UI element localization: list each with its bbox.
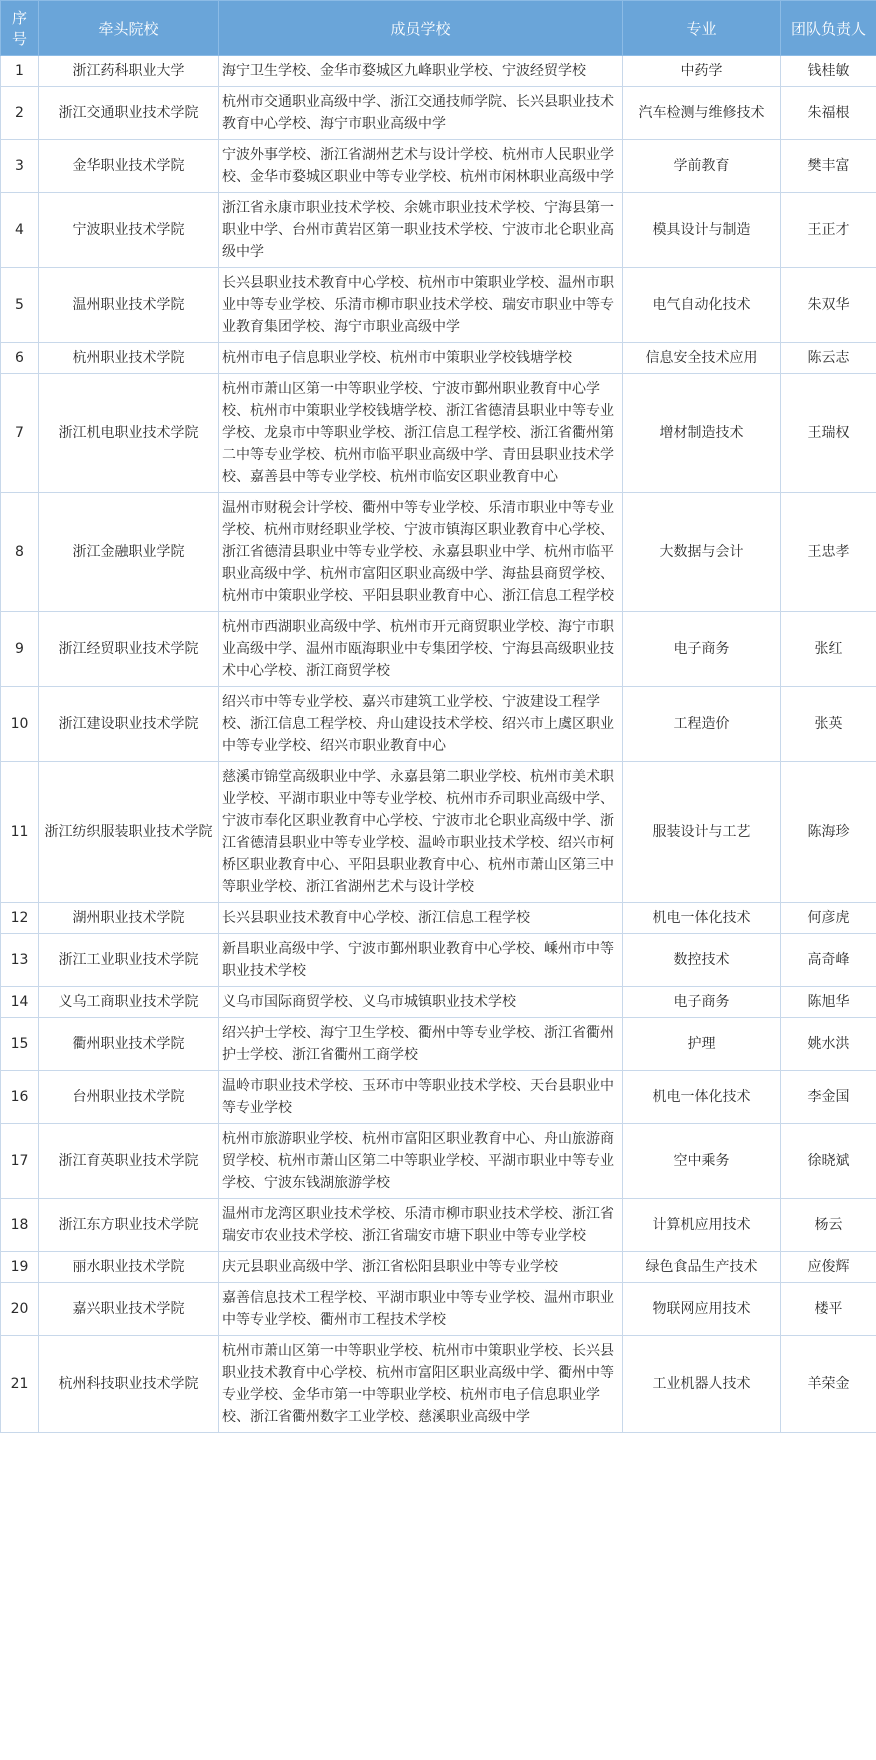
lead-school-cell: 金华职业技术学院	[39, 140, 219, 193]
member-schools-cell: 杭州市旅游职业学校、杭州市富阳区职业教育中心、舟山旅游商贸学校、杭州市萧山区第二中等职业学校、平湖市职业中等专业学校、宁波东钱湖旅游学校	[219, 1124, 623, 1199]
lead-school-cell: 衢州职业技术学院	[39, 1018, 219, 1071]
lead-school-cell: 浙江工业职业技术学院	[39, 934, 219, 987]
team-leader-cell: 王瑞权	[781, 374, 876, 493]
table-row	[1, 1252, 876, 1283]
team-leader-cell: 何彦虎	[781, 903, 876, 934]
row-number: 18	[1, 1199, 39, 1252]
member-schools-cell: 杭州市西湖职业高级中学、杭州市开元商贸职业学校、海宁市职业高级中学、温州市瓯海职业中专集团学校、宁海县高级职业技术中心学校、浙江商贸学校	[219, 612, 623, 687]
team-leader-cell: 李金国	[781, 1071, 876, 1124]
major-cell: 电子商务	[623, 987, 781, 1018]
table-row	[1, 762, 876, 903]
team-leader-cell: 姚水洪	[781, 1018, 876, 1071]
row-number: 2	[1, 87, 39, 140]
lead-school-cell: 浙江交通职业技术学院	[39, 87, 219, 140]
header-team-leader: 团队负责人	[781, 1, 876, 56]
major-cell: 绿色食品生产技术	[623, 1252, 781, 1283]
lead-school-cell: 嘉兴职业技术学院	[39, 1283, 219, 1336]
row-number: 21	[1, 1336, 39, 1433]
table-row	[1, 493, 876, 612]
team-leader-cell: 王正才	[781, 193, 876, 268]
table-row	[1, 1018, 876, 1071]
member-schools-cell: 绍兴护士学校、海宁卫生学校、衢州中等专业学校、浙江省衢州护士学校、浙江省衢州工商学校	[219, 1018, 623, 1071]
team-leader-cell: 朱福根	[781, 87, 876, 140]
lead-school-cell: 杭州职业技术学院	[39, 343, 219, 374]
team-leader-cell: 应俊辉	[781, 1252, 876, 1283]
row-number: 8	[1, 493, 39, 612]
major-cell: 模具设计与制造	[623, 193, 781, 268]
lead-school-cell: 浙江纺织服装职业技术学院	[39, 762, 219, 903]
header-no: 序号	[1, 1, 39, 56]
member-schools-cell: 杭州市萧山区第一中等职业学校、杭州市中策职业学校、长兴县职业技术教育中心学校、杭州市富阳区职业高级中学、衢州中等专业学校、金华市第一中等职业学校、杭州市电子信息职业学校、浙江省衢州数字工业学校、慈溪职业高级中学	[219, 1336, 623, 1433]
header-lead-school: 牵头院校	[39, 1, 219, 56]
header-major: 专业	[623, 1, 781, 56]
table-row	[1, 140, 876, 193]
row-number: 17	[1, 1124, 39, 1199]
major-cell: 机电一体化技术	[623, 903, 781, 934]
major-cell: 计算机应用技术	[623, 1199, 781, 1252]
table-row	[1, 1283, 876, 1336]
table-row	[1, 1124, 876, 1199]
row-number: 10	[1, 687, 39, 762]
lead-school-cell: 浙江育英职业技术学院	[39, 1124, 219, 1199]
row-number: 16	[1, 1071, 39, 1124]
team-leader-cell: 羊荣金	[781, 1336, 876, 1433]
member-schools-cell: 浙江省永康市职业技术学校、余姚市职业技术学校、宁海县第一职业中学、台州市黄岩区第一职业技术学校、宁波市北仑职业高级中学	[219, 193, 623, 268]
major-cell: 物联网应用技术	[623, 1283, 781, 1336]
major-cell: 护理	[623, 1018, 781, 1071]
table-header-row	[1, 1, 876, 56]
team-leader-cell: 陈云志	[781, 343, 876, 374]
row-number: 14	[1, 987, 39, 1018]
table-row	[1, 268, 876, 343]
major-cell: 机电一体化技术	[623, 1071, 781, 1124]
major-cell: 工业机器人技术	[623, 1336, 781, 1433]
member-schools-cell: 嘉善信息技术工程学校、平湖市职业中等专业学校、温州市职业中等专业学校、衢州市工程技术学校	[219, 1283, 623, 1336]
lead-school-cell: 义乌工商职业技术学院	[39, 987, 219, 1018]
team-leader-cell: 杨云	[781, 1199, 876, 1252]
table-row	[1, 1336, 876, 1433]
row-number: 3	[1, 140, 39, 193]
major-cell: 空中乘务	[623, 1124, 781, 1199]
header-member-schools: 成员学校	[219, 1, 623, 56]
member-schools-cell: 温州市龙湾区职业技术学校、乐清市柳市职业技术学校、浙江省瑞安市农业技术学校、浙江省瑞安市塘下职业中等专业学校	[219, 1199, 623, 1252]
team-leader-cell: 王忠孝	[781, 493, 876, 612]
lead-school-cell: 杭州科技职业技术学院	[39, 1336, 219, 1433]
member-schools-cell: 长兴县职业技术教育中心学校、浙江信息工程学校	[219, 903, 623, 934]
member-schools-cell: 绍兴市中等专业学校、嘉兴市建筑工业学校、宁波建设工程学校、浙江信息工程学校、舟山建设技术学校、绍兴市上虞区职业中等专业学校、绍兴市职业教育中心	[219, 687, 623, 762]
member-schools-cell: 义乌市国际商贸学校、义乌市城镇职业技术学校	[219, 987, 623, 1018]
lead-school-cell: 浙江机电职业技术学院	[39, 374, 219, 493]
member-schools-cell: 慈溪市锦堂高级职业中学、永嘉县第二职业学校、杭州市美术职业学校、平湖市职业中等专业学校、杭州市乔司职业高级中学、宁波市奉化区职业教育中心学校、宁波市北仑职业高级中学、浙江省德清县职业中等专业学校、温岭市职业技术学校、绍兴市柯桥区职业教育中心、平阳县职业教育中心、杭州市萧山区第三中等职业学校、浙江省湖州艺术与设计学校	[219, 762, 623, 903]
member-schools-cell: 杭州市萧山区第一中等职业学校、宁波市鄞州职业教育中心学校、杭州市中策职业学校钱塘学校、浙江省德清县职业中等专业学校、龙泉市中等职业学校、浙江信息工程学校、浙江省衢州第二中等专业学校、杭州市临平职业高级中学、青田县职业技术学校、嘉善县中等专业学校、杭州市临安区职业教育中心	[219, 374, 623, 493]
row-number: 9	[1, 612, 39, 687]
team-leader-cell: 陈旭华	[781, 987, 876, 1018]
member-schools-cell: 温岭市职业技术学校、玉环市中等职业技术学校、天台县职业中等专业学校	[219, 1071, 623, 1124]
row-number: 13	[1, 934, 39, 987]
lead-school-cell: 浙江经贸职业技术学院	[39, 612, 219, 687]
team-leader-cell: 徐晓斌	[781, 1124, 876, 1199]
row-number: 7	[1, 374, 39, 493]
team-leader-cell: 楼平	[781, 1283, 876, 1336]
row-number: 20	[1, 1283, 39, 1336]
member-schools-cell: 新昌职业高级中学、宁波市鄞州职业教育中心学校、嵊州市中等职业技术学校	[219, 934, 623, 987]
lead-school-cell: 台州职业技术学院	[39, 1071, 219, 1124]
table-row	[1, 903, 876, 934]
row-number: 4	[1, 193, 39, 268]
member-schools-cell: 宁波外事学校、浙江省湖州艺术与设计学校、杭州市人民职业学校、金华市婺城区职业中等专业学校、杭州市闲林职业高级中学	[219, 140, 623, 193]
table-row	[1, 87, 876, 140]
member-schools-cell: 温州市财税会计学校、衢州中等专业学校、乐清市职业中等专业学校、杭州市财经职业学校、宁波市镇海区职业教育中心学校、浙江省德清县职业中等专业学校、永嘉县职业中学、杭州市临平职业高级中学、杭州市富阳区职业高级中学、海盐县商贸学校、杭州市中策职业学校、平阳县职业教育中心、浙江信息工程学校	[219, 493, 623, 612]
member-schools-cell: 杭州市交通职业高级中学、浙江交通技师学院、长兴县职业技术教育中心学校、海宁市职业高级中学	[219, 87, 623, 140]
team-leader-cell: 朱双华	[781, 268, 876, 343]
major-cell: 服装设计与工艺	[623, 762, 781, 903]
table-row	[1, 56, 876, 87]
major-cell: 增材制造技术	[623, 374, 781, 493]
major-cell: 汽车检测与维修技术	[623, 87, 781, 140]
major-cell: 学前教育	[623, 140, 781, 193]
member-schools-cell: 海宁卫生学校、金华市婺城区九峰职业学校、宁波经贸学校	[219, 56, 623, 87]
team-leader-cell: 张英	[781, 687, 876, 762]
table-row	[1, 934, 876, 987]
row-number: 11	[1, 762, 39, 903]
table-row	[1, 1199, 876, 1252]
team-leader-cell: 钱桂敏	[781, 56, 876, 87]
row-number: 15	[1, 1018, 39, 1071]
lead-school-cell: 温州职业技术学院	[39, 268, 219, 343]
major-cell: 数控技术	[623, 934, 781, 987]
major-cell: 信息安全技术应用	[623, 343, 781, 374]
major-cell: 大数据与会计	[623, 493, 781, 612]
table-row	[1, 1071, 876, 1124]
table-row	[1, 612, 876, 687]
major-cell: 电气自动化技术	[623, 268, 781, 343]
lead-school-cell: 湖州职业技术学院	[39, 903, 219, 934]
row-number: 19	[1, 1252, 39, 1283]
team-leader-cell: 张红	[781, 612, 876, 687]
major-cell: 中药学	[623, 56, 781, 87]
major-cell: 电子商务	[623, 612, 781, 687]
lead-school-cell: 浙江金融职业学院	[39, 493, 219, 612]
lead-school-cell: 浙江药科职业大学	[39, 56, 219, 87]
lead-school-cell: 丽水职业技术学院	[39, 1252, 219, 1283]
table-row	[1, 343, 876, 374]
table-row	[1, 374, 876, 493]
team-leader-cell: 高奇峰	[781, 934, 876, 987]
table-row	[1, 987, 876, 1018]
lead-school-cell: 浙江建设职业技术学院	[39, 687, 219, 762]
major-cell: 工程造价	[623, 687, 781, 762]
member-schools-cell: 杭州市电子信息职业学校、杭州市中策职业学校钱塘学校	[219, 343, 623, 374]
row-number: 12	[1, 903, 39, 934]
row-number: 5	[1, 268, 39, 343]
row-number: 1	[1, 56, 39, 87]
member-schools-cell: 长兴县职业技术教育中心学校、杭州市中策职业学校、温州市职业中等专业学校、乐清市柳市职业技术学校、瑞安市职业中等专业教育集团学校、海宁市职业高级中学	[219, 268, 623, 343]
member-schools-cell: 庆元县职业高级中学、浙江省松阳县职业中等专业学校	[219, 1252, 623, 1283]
table-body	[1, 56, 876, 1433]
team-leader-cell: 樊丰富	[781, 140, 876, 193]
lead-school-cell: 浙江东方职业技术学院	[39, 1199, 219, 1252]
table-row	[1, 687, 876, 762]
lead-school-cell: 宁波职业技术学院	[39, 193, 219, 268]
row-number: 6	[1, 343, 39, 374]
team-leader-cell: 陈海珍	[781, 762, 876, 903]
table-row	[1, 193, 876, 268]
